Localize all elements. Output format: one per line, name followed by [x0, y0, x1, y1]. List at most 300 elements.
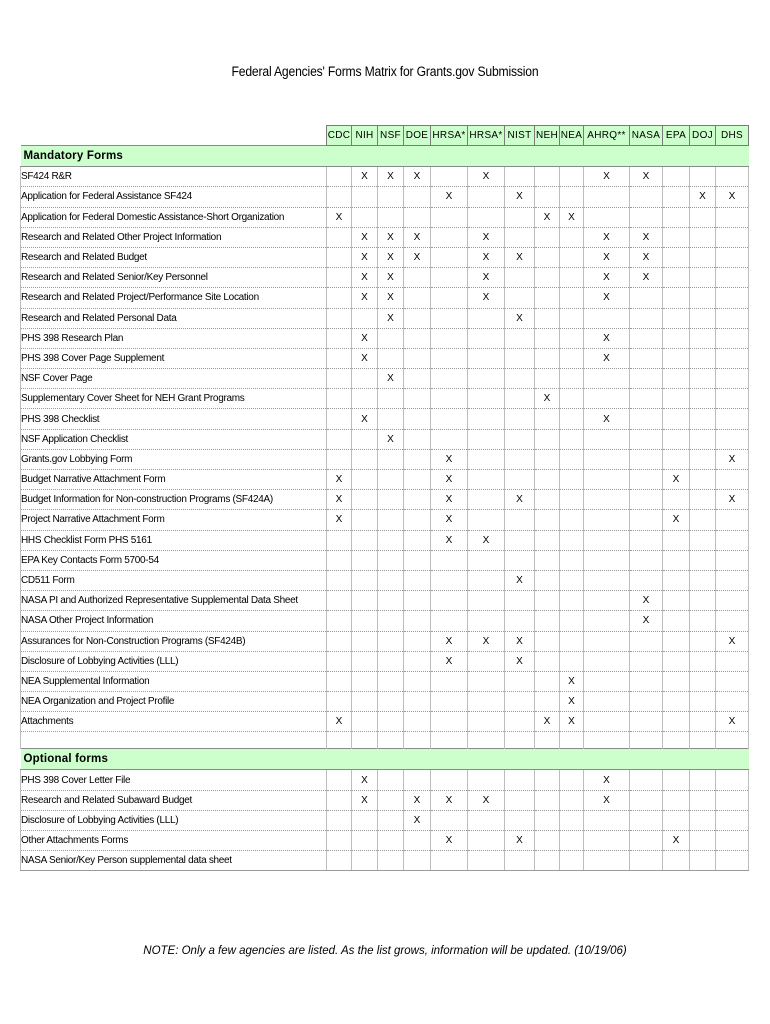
requirement-mark-cell	[505, 369, 535, 389]
requirement-mark-cell	[378, 550, 404, 570]
requirement-mark-cell	[690, 268, 716, 288]
requirement-mark-cell	[560, 308, 584, 328]
requirement-mark-cell	[327, 790, 352, 810]
table-row	[21, 389, 749, 409]
requirement-mark-cell: X	[630, 227, 663, 247]
requirement-mark-cell	[560, 851, 584, 871]
requirement-mark-cell	[327, 611, 352, 631]
spacer-cell	[468, 732, 505, 749]
requirement-mark-cell	[352, 831, 378, 851]
requirement-mark-cell	[378, 470, 404, 490]
requirement-mark-cell	[431, 409, 468, 429]
requirement-mark-cell	[663, 268, 690, 288]
requirement-mark-cell	[352, 692, 378, 712]
requirement-mark-cell	[560, 449, 584, 469]
requirement-mark-cell: X	[505, 831, 535, 851]
requirement-mark-cell	[378, 207, 404, 227]
requirement-mark-cell: X	[584, 790, 630, 810]
requirement-mark-cell: X	[431, 790, 468, 810]
table-row	[21, 851, 749, 871]
table-row	[21, 268, 749, 288]
requirement-mark-cell	[404, 692, 431, 712]
requirement-mark-cell: X	[327, 470, 352, 490]
requirement-mark-cell	[535, 247, 560, 267]
spacer-cell	[21, 732, 327, 749]
requirement-mark-cell	[630, 631, 663, 651]
requirement-mark-cell: X	[352, 247, 378, 267]
requirement-mark-cell: X	[505, 247, 535, 267]
requirement-mark-cell	[560, 328, 584, 348]
form-name-cell: NSF Cover Page	[21, 369, 327, 389]
requirement-mark-cell: X	[352, 790, 378, 810]
requirement-mark-cell	[716, 611, 749, 631]
requirement-mark-cell	[404, 328, 431, 348]
requirement-mark-cell: X	[431, 651, 468, 671]
spacer-cell	[505, 732, 535, 749]
requirement-mark-cell	[716, 770, 749, 790]
requirement-mark-cell	[690, 591, 716, 611]
requirement-mark-cell	[716, 308, 749, 328]
table-row	[21, 530, 749, 550]
table-row	[21, 288, 749, 308]
form-name-cell: EPA Key Contacts Form 5700-54	[21, 550, 327, 570]
requirement-mark-cell	[560, 550, 584, 570]
requirement-mark-cell	[352, 389, 378, 409]
requirement-mark-cell	[535, 227, 560, 247]
form-name-cell: Budget Information for Non-construction Programs (SF424A)	[21, 490, 327, 510]
table-row	[21, 770, 749, 790]
table-row	[21, 671, 749, 691]
requirement-mark-cell: X	[468, 268, 505, 288]
requirement-mark-cell	[327, 409, 352, 429]
requirement-mark-cell	[535, 470, 560, 490]
requirement-mark-cell	[468, 207, 505, 227]
requirement-mark-cell	[327, 227, 352, 247]
requirement-mark-cell: X	[716, 631, 749, 651]
requirement-mark-cell	[716, 328, 749, 348]
section-header-row	[21, 146, 749, 167]
requirement-mark-cell	[378, 831, 404, 851]
requirement-mark-cell	[690, 389, 716, 409]
requirement-mark-cell	[404, 187, 431, 207]
requirement-mark-cell: X	[663, 510, 690, 530]
requirement-mark-cell: X	[378, 288, 404, 308]
requirement-mark-cell: X	[431, 470, 468, 490]
requirement-mark-cell	[378, 328, 404, 348]
table-row	[21, 470, 749, 490]
requirement-mark-cell	[327, 389, 352, 409]
table-row	[21, 348, 749, 368]
requirement-mark-cell	[378, 510, 404, 530]
requirement-mark-cell: X	[560, 692, 584, 712]
requirement-mark-cell: X	[584, 348, 630, 368]
form-name-cell: Other Attachments Forms	[21, 831, 327, 851]
requirement-mark-cell	[431, 851, 468, 871]
requirement-mark-cell	[468, 550, 505, 570]
requirement-mark-cell	[630, 449, 663, 469]
requirement-mark-cell	[630, 810, 663, 830]
requirement-mark-cell: X	[535, 207, 560, 227]
requirement-mark-cell	[352, 308, 378, 328]
requirement-mark-cell	[468, 671, 505, 691]
requirement-mark-cell	[716, 510, 749, 530]
requirement-mark-cell	[404, 671, 431, 691]
form-name-cell: Research and Related Project/Performance Site Location	[21, 288, 327, 308]
form-name-cell: Budget Narrative Attachment Form	[21, 470, 327, 490]
requirement-mark-cell	[378, 570, 404, 590]
requirement-mark-cell	[431, 712, 468, 732]
requirement-mark-cell	[378, 409, 404, 429]
table-row	[21, 490, 749, 510]
requirement-mark-cell	[690, 510, 716, 530]
requirement-mark-cell: X	[468, 167, 505, 187]
requirement-mark-cell	[352, 490, 378, 510]
requirement-mark-cell	[327, 671, 352, 691]
requirement-mark-cell	[404, 611, 431, 631]
form-name-cell: Research and Related Senior/Key Personnel	[21, 268, 327, 288]
requirement-mark-cell	[327, 591, 352, 611]
requirement-mark-cell	[535, 510, 560, 530]
table-row	[21, 550, 749, 570]
requirement-mark-cell	[352, 510, 378, 530]
requirement-mark-cell	[404, 288, 431, 308]
requirement-mark-cell	[716, 167, 749, 187]
requirement-mark-cell: X	[327, 207, 352, 227]
requirement-mark-cell	[404, 851, 431, 871]
requirement-mark-cell: X	[716, 490, 749, 510]
requirement-mark-cell	[535, 631, 560, 651]
requirement-mark-cell	[584, 591, 630, 611]
requirement-mark-cell	[690, 631, 716, 651]
requirement-mark-cell	[468, 470, 505, 490]
requirement-mark-cell	[505, 692, 535, 712]
form-name-cell: Attachments	[21, 712, 327, 732]
agency-header-hrsa-2: HRSA*	[468, 126, 505, 146]
spacer-row	[21, 732, 749, 749]
requirement-mark-cell	[716, 671, 749, 691]
requirement-mark-cell	[505, 268, 535, 288]
requirement-mark-cell	[716, 227, 749, 247]
requirement-mark-cell	[431, 348, 468, 368]
requirement-mark-cell	[584, 429, 630, 449]
requirement-mark-cell	[560, 831, 584, 851]
table-row	[21, 591, 749, 611]
requirement-mark-cell	[404, 530, 431, 550]
agency-header-neh: NEH	[535, 126, 560, 146]
requirement-mark-cell	[560, 510, 584, 530]
requirement-mark-cell: X	[431, 631, 468, 651]
requirement-mark-cell	[560, 470, 584, 490]
requirement-mark-cell	[663, 288, 690, 308]
requirement-mark-cell	[327, 328, 352, 348]
requirement-mark-cell: X	[352, 288, 378, 308]
requirement-mark-cell	[690, 611, 716, 631]
spacer-cell	[535, 732, 560, 749]
requirement-mark-cell	[378, 389, 404, 409]
requirement-mark-cell: X	[378, 167, 404, 187]
requirement-mark-cell	[404, 308, 431, 328]
requirement-mark-cell: X	[378, 308, 404, 328]
requirement-mark-cell	[690, 810, 716, 830]
requirement-mark-cell	[352, 591, 378, 611]
requirement-mark-cell	[468, 510, 505, 530]
requirement-mark-cell: X	[352, 227, 378, 247]
requirement-mark-cell	[327, 530, 352, 550]
requirement-mark-cell	[327, 187, 352, 207]
requirement-mark-cell	[630, 770, 663, 790]
section-title: Optional forms	[21, 749, 749, 770]
requirement-mark-cell	[535, 308, 560, 328]
requirement-mark-cell	[584, 510, 630, 530]
requirement-mark-cell	[468, 369, 505, 389]
requirement-mark-cell	[505, 851, 535, 871]
requirement-mark-cell	[468, 692, 505, 712]
requirement-mark-cell: X	[505, 651, 535, 671]
requirement-mark-cell	[690, 530, 716, 550]
requirement-mark-cell	[630, 369, 663, 389]
requirement-mark-cell	[584, 369, 630, 389]
requirement-mark-cell	[404, 831, 431, 851]
requirement-mark-cell	[560, 389, 584, 409]
requirement-mark-cell	[663, 247, 690, 267]
requirement-mark-cell: X	[584, 167, 630, 187]
spacer-cell	[378, 732, 404, 749]
requirement-mark-cell	[716, 470, 749, 490]
requirement-mark-cell	[560, 770, 584, 790]
requirement-mark-cell: X	[378, 227, 404, 247]
requirement-mark-cell	[327, 308, 352, 328]
requirement-mark-cell	[505, 470, 535, 490]
requirement-mark-cell	[505, 712, 535, 732]
requirement-mark-cell	[663, 611, 690, 631]
requirement-mark-cell	[584, 611, 630, 631]
requirement-mark-cell	[352, 429, 378, 449]
requirement-mark-cell	[584, 831, 630, 851]
requirement-mark-cell	[505, 389, 535, 409]
requirement-mark-cell	[327, 770, 352, 790]
requirement-mark-cell	[378, 348, 404, 368]
requirement-mark-cell	[352, 651, 378, 671]
requirement-mark-cell	[352, 712, 378, 732]
requirement-mark-cell: X	[431, 490, 468, 510]
requirement-mark-cell	[560, 187, 584, 207]
requirement-mark-cell	[716, 570, 749, 590]
requirement-mark-cell: X	[327, 490, 352, 510]
requirement-mark-cell	[560, 409, 584, 429]
requirement-mark-cell	[663, 550, 690, 570]
spacer-cell	[716, 732, 749, 749]
requirement-mark-cell	[663, 449, 690, 469]
requirement-mark-cell	[404, 268, 431, 288]
requirement-mark-cell	[630, 550, 663, 570]
requirement-mark-cell	[431, 247, 468, 267]
form-name-cell: Application for Federal Domestic Assistance-Short Organization	[21, 207, 327, 227]
form-name-cell: Supplementary Cover Sheet for NEH Grant Programs	[21, 389, 327, 409]
requirement-mark-cell: X	[468, 227, 505, 247]
requirement-mark-cell	[716, 409, 749, 429]
requirement-mark-cell	[584, 389, 630, 409]
requirement-mark-cell	[663, 851, 690, 871]
requirement-mark-cell: X	[716, 449, 749, 469]
form-name-cell: Disclosure of Lobbying Activities (LLL)	[21, 651, 327, 671]
requirement-mark-cell	[431, 770, 468, 790]
agency-header-row	[21, 126, 749, 146]
requirement-mark-cell	[663, 692, 690, 712]
requirement-mark-cell	[690, 409, 716, 429]
requirement-mark-cell	[716, 831, 749, 851]
requirement-mark-cell	[663, 790, 690, 810]
requirement-mark-cell: X	[327, 510, 352, 530]
requirement-mark-cell	[690, 770, 716, 790]
requirement-mark-cell	[378, 187, 404, 207]
requirement-mark-cell	[663, 227, 690, 247]
requirement-mark-cell	[535, 187, 560, 207]
requirement-mark-cell	[505, 510, 535, 530]
requirement-mark-cell	[404, 389, 431, 409]
requirement-mark-cell	[468, 770, 505, 790]
requirement-mark-cell	[630, 207, 663, 227]
table-row	[21, 631, 749, 651]
requirement-mark-cell	[716, 389, 749, 409]
requirement-mark-cell	[505, 227, 535, 247]
requirement-mark-cell	[535, 810, 560, 830]
requirement-mark-cell	[327, 570, 352, 590]
form-name-cell: Assurances for Non-Construction Programs (SF424B)	[21, 631, 327, 651]
requirement-mark-cell	[584, 187, 630, 207]
requirement-mark-cell	[690, 490, 716, 510]
requirement-mark-cell	[584, 308, 630, 328]
requirement-mark-cell	[663, 631, 690, 651]
requirement-mark-cell	[663, 187, 690, 207]
requirement-mark-cell	[630, 409, 663, 429]
requirement-mark-cell	[630, 348, 663, 368]
requirement-mark-cell	[560, 810, 584, 830]
requirement-mark-cell	[327, 831, 352, 851]
requirement-mark-cell	[404, 651, 431, 671]
requirement-mark-cell	[327, 810, 352, 830]
requirement-mark-cell	[378, 651, 404, 671]
requirement-mark-cell	[404, 550, 431, 570]
requirement-mark-cell: X	[404, 790, 431, 810]
requirement-mark-cell: X	[468, 631, 505, 651]
requirement-mark-cell	[431, 591, 468, 611]
requirement-mark-cell	[535, 851, 560, 871]
requirement-mark-cell	[505, 671, 535, 691]
requirement-mark-cell	[352, 550, 378, 570]
requirement-mark-cell	[690, 308, 716, 328]
table-row	[21, 409, 749, 429]
requirement-mark-cell	[690, 288, 716, 308]
requirement-mark-cell	[535, 770, 560, 790]
requirement-mark-cell	[716, 268, 749, 288]
requirement-mark-cell	[468, 389, 505, 409]
requirement-mark-cell	[327, 369, 352, 389]
requirement-mark-cell	[378, 449, 404, 469]
requirement-mark-cell	[584, 810, 630, 830]
requirement-mark-cell	[630, 530, 663, 550]
requirement-mark-cell	[505, 207, 535, 227]
requirement-mark-cell	[716, 810, 749, 830]
requirement-mark-cell: X	[404, 227, 431, 247]
requirement-mark-cell: X	[505, 308, 535, 328]
form-name-cell: NASA PI and Authorized Representative Supplemental Data Sheet	[21, 591, 327, 611]
requirement-mark-cell	[431, 328, 468, 348]
requirement-mark-cell	[378, 671, 404, 691]
requirement-mark-cell: X	[584, 328, 630, 348]
requirement-mark-cell	[468, 591, 505, 611]
requirement-mark-cell	[378, 851, 404, 871]
form-name-cell: PHS 398 Research Plan	[21, 328, 327, 348]
requirement-mark-cell: X	[560, 671, 584, 691]
requirement-mark-cell	[352, 369, 378, 389]
requirement-mark-cell	[404, 348, 431, 368]
agency-header-nsf: NSF	[378, 126, 404, 146]
requirement-mark-cell	[535, 790, 560, 810]
requirement-mark-cell	[431, 550, 468, 570]
requirement-mark-cell	[468, 851, 505, 871]
page-title: Federal Agencies' Forms Matrix for Grants.gov Submission	[231, 64, 539, 79]
requirement-mark-cell	[535, 550, 560, 570]
requirement-mark-cell	[630, 510, 663, 530]
requirement-mark-cell	[431, 570, 468, 590]
requirement-mark-cell: X	[378, 369, 404, 389]
spacer-cell	[352, 732, 378, 749]
requirement-mark-cell	[690, 247, 716, 267]
requirement-mark-cell	[431, 227, 468, 247]
requirement-mark-cell	[352, 570, 378, 590]
requirement-mark-cell: X	[584, 409, 630, 429]
requirement-mark-cell	[584, 449, 630, 469]
requirement-mark-cell	[505, 167, 535, 187]
requirement-mark-cell: X	[584, 268, 630, 288]
requirement-mark-cell	[431, 611, 468, 631]
requirement-mark-cell	[535, 409, 560, 429]
requirement-mark-cell: X	[716, 712, 749, 732]
requirement-mark-cell	[690, 328, 716, 348]
requirement-mark-cell	[716, 429, 749, 449]
form-name-cell: PHS 398 Checklist	[21, 409, 327, 429]
requirement-mark-cell	[630, 470, 663, 490]
requirement-mark-cell	[327, 449, 352, 469]
requirement-mark-cell: X	[378, 268, 404, 288]
requirement-mark-cell	[404, 712, 431, 732]
table-row	[21, 810, 749, 830]
form-name-cell: NEA Supplemental Information	[21, 671, 327, 691]
requirement-mark-cell	[327, 429, 352, 449]
requirement-mark-cell	[535, 530, 560, 550]
requirement-mark-cell	[468, 308, 505, 328]
table-row	[21, 570, 749, 590]
requirement-mark-cell	[630, 570, 663, 590]
form-name-cell: PHS 398 Cover Letter File	[21, 770, 327, 790]
form-name-cell: Application for Federal Assistance SF424	[21, 187, 327, 207]
requirement-mark-cell	[404, 449, 431, 469]
requirement-mark-cell	[584, 692, 630, 712]
requirement-mark-cell: X	[663, 470, 690, 490]
requirement-mark-cell	[560, 530, 584, 550]
requirement-mark-cell	[630, 831, 663, 851]
requirement-mark-cell	[560, 790, 584, 810]
form-name-cell: NASA Other Project Information	[21, 611, 327, 631]
requirement-mark-cell	[560, 631, 584, 651]
requirement-mark-cell	[535, 167, 560, 187]
agency-header-cdc: CDC	[327, 126, 352, 146]
requirement-mark-cell: X	[352, 770, 378, 790]
requirement-mark-cell	[663, 348, 690, 368]
requirement-mark-cell: X	[404, 247, 431, 267]
requirement-mark-cell	[468, 611, 505, 631]
requirement-mark-cell	[431, 167, 468, 187]
